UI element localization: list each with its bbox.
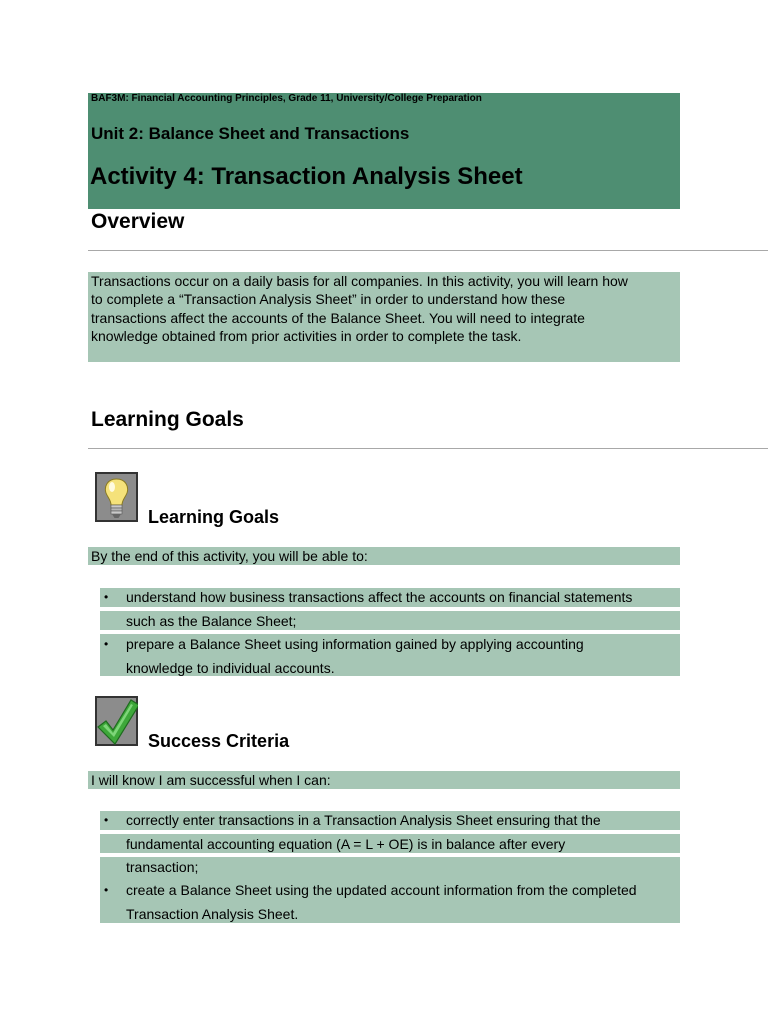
list-item-line: correctly enter transactions in a Transaction Analysis Sheet ensuring that the [126, 812, 601, 828]
learning-goals-divider [88, 448, 768, 449]
overview-line: transactions affect the accounts of the Balance Sheet. You will need to integrate [91, 309, 585, 326]
bullet-marker: • [104, 813, 109, 827]
overview-line: Transactions occur on a daily basis for all companies. In this activity, you will learn how [91, 273, 628, 289]
checkmark-icon [95, 696, 138, 746]
list-item [126, 586, 680, 633]
unit-title: Unit 2: Balance Sheet and Transactions [91, 124, 410, 143]
list-item-line: fundamental accounting equation (A = L + OE) is in balance after every [126, 835, 566, 852]
learning-goals-intro: By the end of this activity, you will be able to: [91, 548, 368, 564]
list-item-line: understand how business transactions affect the accounts on financial statements [126, 589, 633, 605]
list-item-line: knowledge to individual accounts. [126, 659, 335, 676]
bullet-marker: • [104, 637, 109, 651]
learning-goals-subheading: Learning Goals [148, 507, 280, 527]
success-criteria-subheading: Success Criteria [148, 731, 290, 751]
list-item [126, 879, 680, 926]
overview-line: knowledge obtained from prior activities in order to complete the task. [91, 328, 522, 345]
activity-title: Activity 4: Transaction Analysis Sheet [90, 163, 523, 190]
lightbulb-icon [95, 472, 138, 522]
learning-goals-heading: Learning Goals [91, 408, 244, 431]
course-title: BAF3M: Financial Accounting Principles, Grade 11, University/College Preparation [91, 93, 482, 104]
bullet-marker: • [104, 590, 109, 604]
overview-text [91, 272, 679, 346]
list-item-line: prepare a Balance Sheet using information gained by applying accounting [126, 636, 584, 652]
bullet-marker: • [104, 883, 109, 897]
success-criteria-intro: I will know I am successful when I can: [91, 772, 331, 788]
overview-heading: Overview [91, 210, 185, 233]
header-band [88, 93, 680, 209]
list-item-line: such as the Balance Sheet; [126, 612, 297, 629]
overview-line: to complete a “Transaction Analysis Sheet” in order to understand how these [91, 291, 566, 308]
list-item-line: transaction; [126, 859, 199, 875]
list-item-line: create a Balance Sheet using the updated account information from the completed [126, 882, 637, 898]
overview-divider [88, 250, 768, 251]
list-item [126, 633, 680, 680]
list-item-line: Transaction Analysis Sheet. [126, 905, 299, 922]
list-item [126, 809, 680, 880]
